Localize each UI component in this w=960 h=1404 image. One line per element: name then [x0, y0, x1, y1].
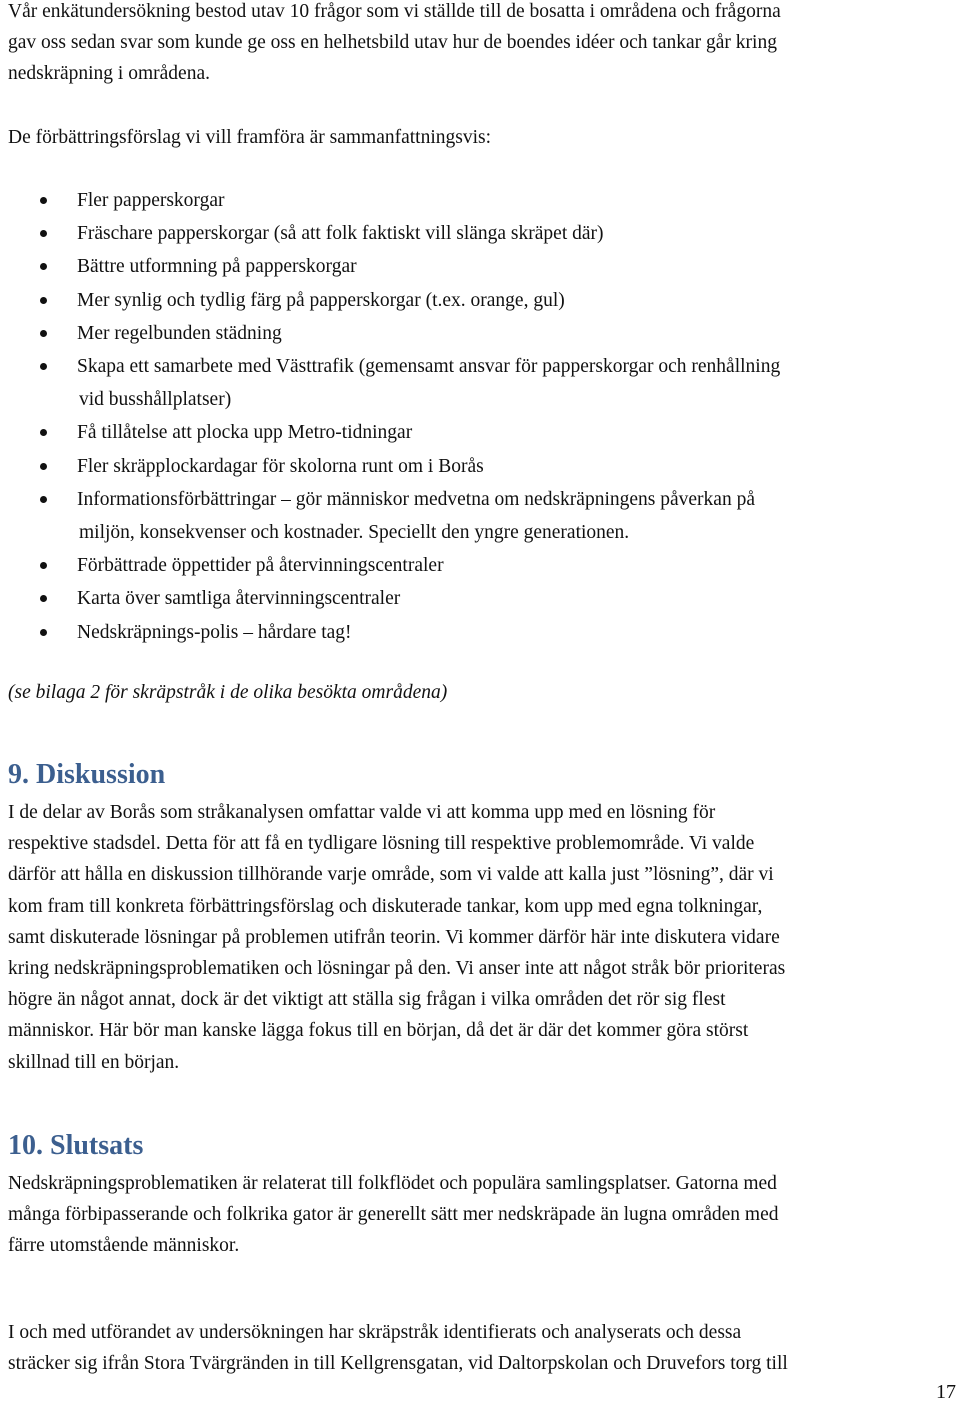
bullet-icon — [40, 197, 47, 204]
text-line: färre utomstående människor. — [8, 1235, 240, 1257]
section-heading-slutsats: 10. Slutsats — [8, 1130, 144, 1161]
list-item-text: Förbättrade öppettider på återvinningscentraler — [77, 555, 444, 577]
diskussion-paragraph — [8, 797, 953, 1078]
slutsats-paragraph-1 — [8, 1168, 953, 1262]
bullet-icon — [40, 230, 47, 237]
bullet-icon — [40, 363, 47, 370]
text-line: högre än något annat, dock är det viktigt att ställa sig frågan i vilka områden det rör sig flest — [8, 989, 726, 1011]
text-line: respektive stadsdel. Detta för att få en tydligare lösning till respektive problemområde. Vi valde — [8, 833, 755, 855]
text-line: många förbipasserande och folkrika gator är generellt sätt mer nedskräpade än lugna områden med — [8, 1204, 779, 1226]
text-line: I och med utförandet av undersökningen har skräpstråk identifierats och analyserats och dessa — [8, 1322, 742, 1343]
list-item — [0, 483, 947, 549]
text-line: kom fram till konkreta förbättringsförslag och diskuterade tankar, kom upp med egna tolkningar, — [8, 895, 763, 917]
list-item-text: Fräschare papperskorgar (så att folk faktiskt vill slänga skräpet där) — [77, 223, 604, 245]
list-item — [0, 549, 947, 582]
list-item-text: Karta över samtliga återvinningscentraler — [77, 588, 401, 610]
list-item-text: Fler skräpplockardagar för skolorna runt om i Borås — [77, 455, 484, 477]
bullet-icon — [40, 297, 47, 304]
bullet-icon — [40, 330, 47, 337]
list-item — [0, 284, 947, 317]
list-item-text: Mer synlig och tydlig färg på papperskorgar (t.ex. orange, gul) — [77, 289, 565, 311]
list-item-text: Få tillåtelse att plocka upp Metro-tidningar — [77, 422, 413, 444]
bullet-icon — [40, 629, 47, 636]
text-line: kring nedskräpningsproblematiken och lösningar på den. Vi anser inte att något stråk bör prioriteras — [8, 958, 786, 980]
slutsats-paragraph-2 — [8, 1317, 953, 1379]
list-item — [0, 582, 947, 615]
list-item-continuation: miljön, konsekvenser och kostnader. Speciellt den yngre generationen. — [79, 522, 630, 544]
text-line: Nedskräpningsproblematiken är relaterat till folkflödet och populära samlingsplatser. Gatorna med — [8, 1173, 777, 1194]
intro-line: gav oss sedan svar som kunde ge oss en helhetsbild utav hur de boendes idéer och tankar går kring — [8, 32, 777, 54]
bullet-icon — [40, 463, 47, 470]
list-item — [0, 450, 947, 483]
text-line: människor. Här bör man kanske lägga fokus till en början, då det är där det kommer göra störst — [8, 1020, 749, 1042]
intro-line: Vår enkätundersökning bestod utav 10 frågor som vi ställde till de bosatta i områdena och frågorna — [8, 1, 781, 22]
list-item — [0, 184, 947, 217]
list-item-text: Informationsförbättringar – gör människor medvetna om nedskräpningens påverkan på — [77, 488, 755, 510]
improvement-list — [0, 184, 960, 649]
list-item — [0, 250, 947, 283]
page-number: 17 — [936, 1381, 956, 1403]
bullet-icon — [40, 562, 47, 569]
text-line: sträcker sig ifrån Stora Tvärgränden in till Kellgrensgatan, vid Daltorpskolan och Druvefors torg till — [8, 1353, 788, 1375]
bullet-icon — [40, 595, 47, 602]
list-item — [0, 616, 947, 649]
section-heading-diskussion: 9. Diskussion — [8, 759, 166, 790]
text-line: I de delar av Borås som stråkanalysen omfattar valde vi att komma upp med en lösning för — [8, 802, 716, 823]
intro-paragraph — [8, 0, 953, 90]
intro-line: nedskräpning i områdena. — [8, 63, 210, 85]
list-item — [0, 217, 947, 250]
appendix-note: (se bilaga 2 för skräpstråk i de olika besökta områdena) — [8, 682, 448, 703]
list-item — [0, 317, 947, 350]
bullet-icon — [40, 496, 47, 503]
list-item-continuation: vid busshållplatser) — [79, 389, 232, 411]
list-item-text: Skapa ett samarbete med Västtrafik (gemensamt ansvar för papperskorgar och renhållning — [77, 356, 781, 378]
text-line: samt diskuterade lösningar på problemen utifrån teorin. Vi kommer därför här inte diskutera vidare — [8, 926, 780, 948]
bullet-icon — [40, 429, 47, 436]
bullet-icon — [40, 263, 47, 270]
list-item-text: Nedskräpnings-polis – hårdare tag! — [77, 621, 352, 643]
summary-intro: De förbättringsförslag vi vill framföra är sammanfattningsvis: — [8, 127, 492, 148]
text-line: därför att hålla en diskussion tillhörande varje område, som vi valde att kalla just ”lösning”, där vi — [8, 864, 774, 886]
list-item — [0, 416, 947, 449]
text-line: skillnad till en början. — [8, 1051, 180, 1073]
list-item-text: Bättre utformning på papperskorgar — [77, 256, 357, 278]
list-item-text: Mer regelbunden städning — [77, 322, 282, 344]
list-item-text: Fler papperskorgar — [77, 190, 225, 211]
list-item — [0, 350, 947, 416]
